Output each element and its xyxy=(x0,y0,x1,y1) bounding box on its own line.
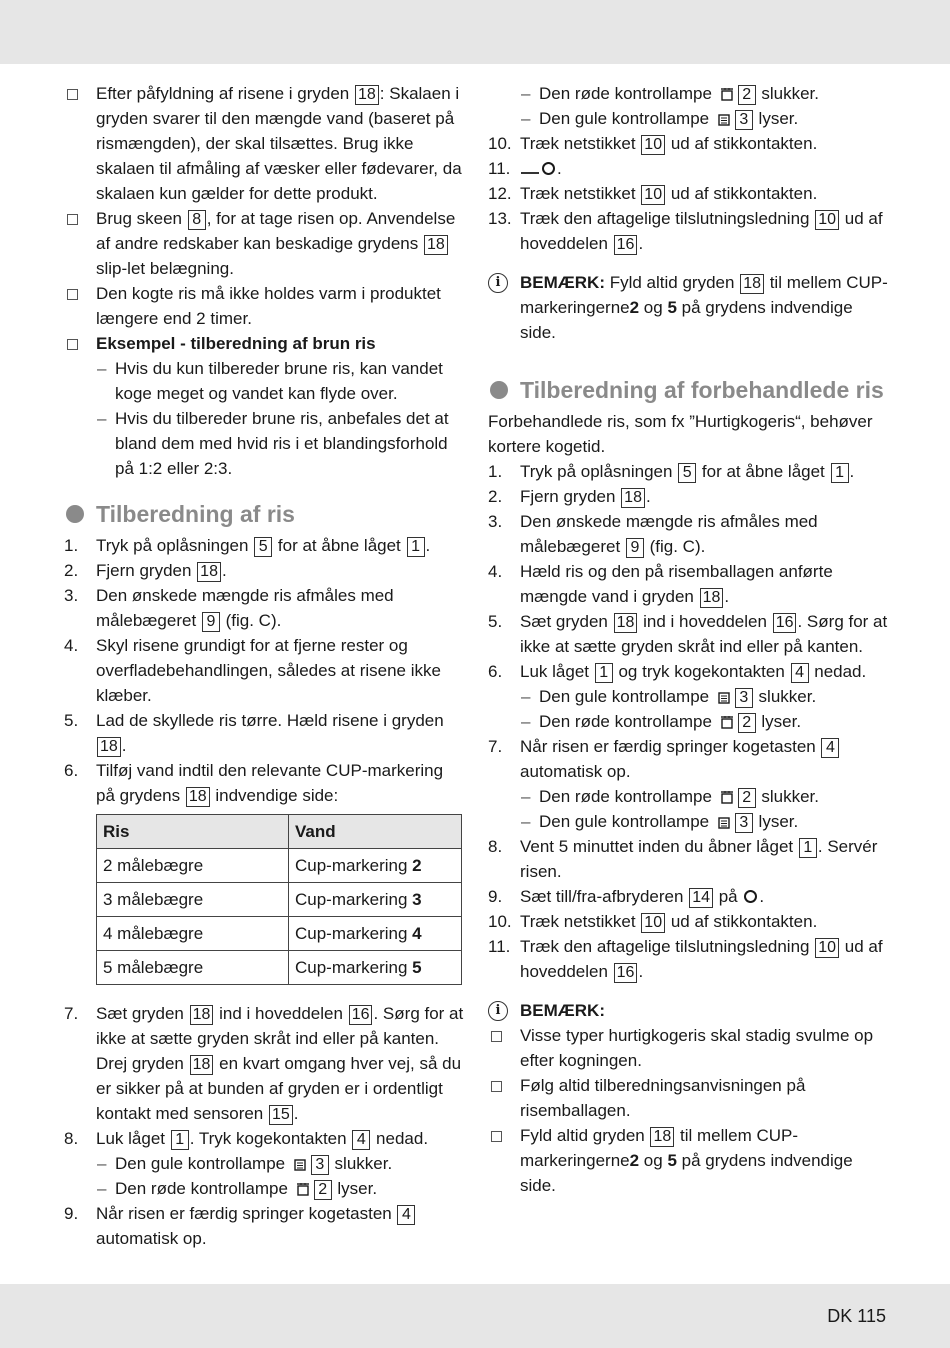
table-row: 5 målebægre Cup-markering 5 xyxy=(97,951,462,985)
part-reference: 1 xyxy=(799,838,817,858)
bullet-item: Den kogte ris må ikke holdes varm i produktet længere end 2 timer. xyxy=(64,281,464,331)
step-item: 3. Den ønskede mængde ris afmåles med målebægeret 9 (fig. C). xyxy=(488,512,818,556)
part-reference: 1 xyxy=(171,1130,189,1150)
part-reference: 9 xyxy=(202,612,220,632)
sub-item: – Den gule kontrollampe 3 slukker. xyxy=(521,687,817,706)
part-reference: 2 xyxy=(738,713,756,733)
yellow-lamp-icon xyxy=(717,815,731,829)
bullet-item: Brug skeen 8 , for at tage risen op. Anvendelse af andre redskaber kan beskadige grydens 18 slip-let belægning. xyxy=(64,206,464,281)
step-item: 9. Sæt till/fra-afbryderen 14 på . xyxy=(488,887,765,906)
part-reference: 9 xyxy=(626,538,644,558)
part-reference: 8 xyxy=(188,210,206,230)
part-reference xyxy=(521,172,539,174)
step-item: 5. Lad de skyllede ris tørre. Hæld risene i gryden 18 . xyxy=(64,711,444,755)
bullet-item: Fyld altid gryden 18 til mellem CUP-markeringerne2 og 5 på grydens indvendige side. xyxy=(488,1123,888,1198)
table-row: 2 målebægre Cup-markering 2 xyxy=(97,849,462,883)
part-reference: 3 xyxy=(735,813,753,833)
yellow-lamp-icon xyxy=(293,1157,307,1171)
right-column xyxy=(488,81,888,1198)
part-reference: 18 xyxy=(614,613,638,633)
rice-water-table xyxy=(96,814,462,985)
checkbox-square-icon xyxy=(67,214,78,225)
step-item: 12. Træk netstikket 10 ud af stikkontakten. xyxy=(488,184,818,203)
step-item: 4. Hæld ris og den på risemballagen anførte mængde vand i gryden 18 . xyxy=(488,562,833,606)
step-item: 8. Luk låget 1 . Tryk kogekontakten 4 nedad. xyxy=(64,1129,429,1148)
part-reference: 3 xyxy=(311,1155,329,1175)
part-reference: 18 xyxy=(355,85,379,105)
bullet-item: Følg altid tilberedningsanvisningen på risemballagen. xyxy=(488,1073,888,1123)
step-item: 7. Sæt gryden 18 ind i hoveddelen 16 . Sørg for at ikke at sætte gryden skråt ind eller på kanten. Drej gryden 18 en kvart omgang hver vej, så du er sikker på at bunden af gryden er i ordentligt kontakt med sensoren 15 . xyxy=(64,1004,464,1123)
example-heading: Eksempel - tilberedning af brun ris xyxy=(64,331,464,356)
part-reference: 2 xyxy=(314,1180,332,1200)
step-item: 6. Tilføj vand indtil den relevante CUP-markering på grydens 18 indvendige side: xyxy=(64,761,444,805)
note-block: i BEMÆRK: xyxy=(488,998,888,1023)
sub-item: – Den røde kontrollampe 2 slukker. xyxy=(521,787,819,806)
sub-item: – Den røde kontrollampe 2 lyser. xyxy=(521,712,802,731)
part-reference: 14 xyxy=(689,888,713,908)
part-reference: 4 xyxy=(352,1130,370,1150)
part-reference: 3 xyxy=(735,110,753,130)
note-block: i BEMÆRK: Fyld altid gryden 18 til mellem CUP-markeringerne2 og 5 på grydens indvendige side. xyxy=(488,270,888,345)
part-reference: 18 xyxy=(190,1055,214,1075)
checkbox-square-icon xyxy=(491,1131,502,1142)
step-item: 9. Når risen er færdig springer kogetasten 4 automatisk op. xyxy=(64,1201,464,1251)
step-item: 10. Træk netstikket 10 ud af stikkontakten. xyxy=(488,912,818,931)
part-reference: 10 xyxy=(641,185,665,205)
part-reference: 10 xyxy=(641,135,665,155)
bullet-item: Efter påfyldning af risene i gryden 18 : Skalaen i gryden svarer til den mængde vand (baseret på rismængden), der skal tilsættes. Brug ikke skalaen til afmåling af væsker eller fødevarer, da skalaen kun gælder for dette produkt. xyxy=(64,81,464,206)
part-reference: 18 xyxy=(700,588,724,608)
checkbox-square-icon xyxy=(67,339,78,350)
intro-text: Forbehandlede ris, som fx ”Hurtigkogeris“, behøver kortere kogetid. xyxy=(488,412,873,456)
part-reference: 2 xyxy=(738,85,756,105)
part-reference: 18 xyxy=(97,737,121,757)
checkbox-square-icon xyxy=(67,89,78,100)
part-reference: 10 xyxy=(815,938,839,958)
section-heading: Tilberedning af ris xyxy=(64,499,464,529)
part-reference: 4 xyxy=(397,1205,415,1225)
step-item: 13. Træk den aftagelige tilslutningsledning 10 ud af hoveddelen 16 . xyxy=(488,209,883,253)
part-reference: 5 xyxy=(254,537,272,557)
left-column xyxy=(64,81,464,1251)
step-item: 11. Træk den aftagelige tilslutningsledning 10 ud af hoveddelen 16 . xyxy=(488,937,883,981)
table-header-row: Ris Vand xyxy=(97,815,462,849)
checkbox-square-icon xyxy=(491,1031,502,1042)
part-reference: 2 xyxy=(738,788,756,808)
off-symbol-icon xyxy=(744,890,757,903)
yellow-lamp-icon xyxy=(717,112,731,126)
part-reference: 16 xyxy=(614,235,638,255)
step-item: 11. . xyxy=(488,159,562,178)
step-item: 2. Fjern gryden 18 . xyxy=(64,561,227,580)
part-reference: 5 xyxy=(678,463,696,483)
part-reference: 1 xyxy=(595,663,613,683)
top-band xyxy=(0,0,950,64)
sub-item: – Hvis du tilbereder brune ris, anbefales det at bland dem med hvid ris i et blandingsforhold på 1:2 eller 2:3. xyxy=(97,409,449,478)
part-reference: 18 xyxy=(424,235,448,255)
part-reference: 4 xyxy=(791,663,809,683)
info-icon: i xyxy=(488,273,508,293)
sub-item: – Den gule kontrollampe 3 lyser. xyxy=(521,109,799,128)
section-heading: Tilberedning af forbehandlede ris xyxy=(488,375,888,405)
step-item: 2. Fjern gryden 18 . xyxy=(488,487,651,506)
bullet-dot-icon xyxy=(490,381,508,399)
step-item: 4. Skyl risene grundigt for at fjerne rester og overfladebehandlingen, således at risene ikke klæber. xyxy=(64,636,441,705)
off-symbol-icon xyxy=(542,162,555,175)
red-lamp-icon xyxy=(720,790,734,804)
part-reference: 18 xyxy=(186,787,210,807)
table-row: 3 målebægre Cup-markering 3 xyxy=(97,883,462,917)
sub-item: – Den gule kontrollampe 3 lyser. xyxy=(521,812,799,831)
step-item: 7. Når risen er færdig springer kogetasten 4 automatisk op. xyxy=(488,734,888,784)
part-reference: 16 xyxy=(614,963,638,983)
page-number: DK 115 xyxy=(827,1306,886,1326)
table-row: 4 målebægre Cup-markering 4 xyxy=(97,917,462,951)
bottom-band xyxy=(0,1284,950,1348)
red-lamp-icon xyxy=(296,1182,310,1196)
part-reference: 18 xyxy=(650,1127,674,1147)
step-item: 8. Vent 5 minuttet inden du åbner låget 1 . Servér risen. xyxy=(488,837,878,881)
step-item: 6. Luk låget 1 og tryk kogekontakten 4 nedad. xyxy=(488,662,867,681)
red-lamp-icon xyxy=(720,715,734,729)
step-item: 1. Tryk på oplåsningen 5 for at åbne låget 1 . xyxy=(488,462,855,481)
step-item: 3. Den ønskede mængde ris afmåles med målebægeret 9 (fig. C). xyxy=(64,586,394,630)
info-icon: i xyxy=(488,1001,508,1021)
part-reference: 4 xyxy=(821,738,839,758)
part-reference: 15 xyxy=(269,1105,293,1125)
part-reference: 18 xyxy=(621,488,645,508)
part-reference: 18 xyxy=(190,1005,214,1025)
step-item: 10. Træk netstikket 10 ud af stikkontakten. xyxy=(488,134,818,153)
part-reference: 10 xyxy=(641,913,665,933)
sub-item: – Den røde kontrollampe 2 lyser. xyxy=(97,1179,378,1198)
sub-item: – Den røde kontrollampe 2 slukker. xyxy=(521,84,819,103)
part-reference: 1 xyxy=(407,537,425,557)
part-reference: 16 xyxy=(773,613,797,633)
bullet-dot-icon xyxy=(66,505,84,523)
red-lamp-icon xyxy=(720,87,734,101)
checkbox-square-icon xyxy=(67,289,78,300)
checkbox-square-icon xyxy=(491,1081,502,1092)
part-reference: 18 xyxy=(197,562,221,582)
sub-item: – Hvis du kun tilbereder brune ris, kan vandet koge meget og vandet kan flyde over. xyxy=(97,359,443,403)
part-reference: 10 xyxy=(815,210,839,230)
part-reference: 1 xyxy=(831,463,849,483)
part-reference: 16 xyxy=(349,1005,373,1025)
part-reference: 3 xyxy=(735,688,753,708)
bullet-item: Visse typer hurtigkogeris skal stadig svulme op efter kogningen. xyxy=(488,1023,888,1073)
yellow-lamp-icon xyxy=(717,690,731,704)
sub-item: – Den gule kontrollampe 3 slukker. xyxy=(97,1154,393,1173)
step-item: 1. Tryk på oplåsningen 5 for at åbne låget 1 . xyxy=(64,536,431,555)
part-reference: 18 xyxy=(740,274,764,294)
step-item: 5. Sæt gryden 18 ind i hoveddelen 16 . Sørg for at ikke at sætte gryden skråt ind eller på kanten. xyxy=(488,612,888,656)
